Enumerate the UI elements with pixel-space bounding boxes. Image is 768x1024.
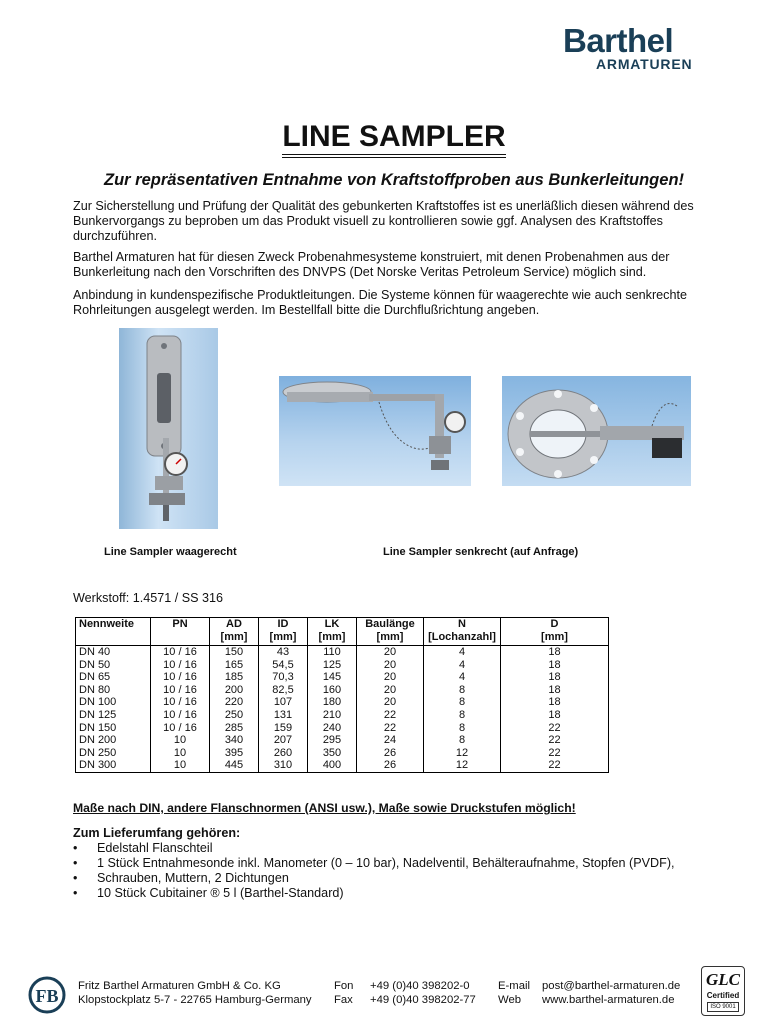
table-cell: 110 (308, 646, 357, 659)
table-cell: DN 50 (76, 659, 151, 672)
brand-logo-subtitle: ARMATUREN (596, 56, 693, 72)
footer-web-label: Web (498, 994, 522, 1006)
table-cell: 26 (357, 759, 424, 772)
spec-table (75, 617, 609, 773)
fb-logo (28, 976, 66, 1014)
table-cell: DN 40 (76, 646, 151, 659)
table-cell: 54,5 (259, 659, 308, 672)
spec-table-body (76, 646, 609, 773)
intro-paragraph: Zur Sicherstellung und Prüfung der Qualität des gebunkerten Kraftstoffes ist es unerläßlich diesen während des Bunkervorgangs zu beproben um das Produkt visuell zu kontrollieren sowie ggf. Analysen des Kraftstoffes durchzuführen. (73, 199, 694, 243)
table-cell: 200 (210, 684, 259, 697)
line-sampler-vertical-side-image (279, 376, 471, 486)
table-cell: 22 (501, 747, 609, 760)
table-row (76, 759, 609, 772)
table-cell: 150 (210, 646, 259, 659)
th-label: Baulänge (365, 618, 415, 630)
table-cell: 4 (424, 659, 501, 672)
table-cell: 18 (501, 709, 609, 722)
table-cell: 159 (259, 722, 308, 735)
table-cell: 18 (501, 684, 609, 697)
table-cell: DN 200 (76, 734, 151, 747)
line-sampler-vertical-front-image (502, 376, 691, 486)
th-label: N (458, 618, 466, 630)
table-row (76, 646, 609, 659)
table-cell: 250 (210, 709, 259, 722)
th-unit: [mm] (269, 630, 297, 643)
table-cell: 400 (308, 759, 357, 772)
fb-logo-mark (28, 976, 66, 1014)
table-cell: DN 150 (76, 722, 151, 735)
th-unit: [mm] (220, 630, 248, 643)
footer-phone-label: Fon (334, 980, 354, 992)
table-row (76, 671, 609, 684)
table-row (76, 709, 609, 722)
table-cell: 8 (424, 734, 501, 747)
th-unit: [mm] (541, 630, 568, 643)
scope-list (73, 841, 675, 901)
scope-item: • 10 Stück Cubitainer ® 5 l (Barthel-Standard) (73, 886, 675, 901)
scope-item: • 1 Stück Entnahmesonde inkl. Manometer (0 – 10 bar), Nadelventil, Behälteraufnahme, Stopfen (PVDF), (73, 856, 675, 871)
table-cell: 26 (357, 747, 424, 760)
fb-logo-text: FB (35, 986, 59, 1006)
table-cell: 10 / 16 (151, 684, 210, 697)
table-cell: 24 (357, 734, 424, 747)
th-pn (151, 618, 210, 646)
table-cell: 22 (357, 722, 424, 735)
th-label: PN (172, 618, 188, 630)
table-cell: 220 (210, 696, 259, 709)
caption-vertical: Line Sampler senkrecht (auf Anfrage) (383, 546, 579, 558)
th-unit: [Lochanzahl] (428, 630, 496, 643)
table-cell: 131 (259, 709, 308, 722)
th-unit: [mm] (376, 630, 404, 643)
photo-line-sampler-vertical-side (279, 376, 471, 486)
th-label: ID (277, 618, 289, 630)
table-cell: 210 (308, 709, 357, 722)
th-unit: [mm] (318, 630, 346, 643)
table-cell: 260 (259, 747, 308, 760)
th-n (424, 618, 501, 646)
table-row (76, 659, 609, 672)
table-cell: 10 / 16 (151, 659, 210, 672)
table-cell: 285 (210, 722, 259, 735)
table-cell: 20 (357, 646, 424, 659)
footer-fax-label: Fax (334, 994, 353, 1006)
glc-badge-main: GLC (706, 970, 740, 989)
connection-paragraph: Anbindung in kundenspezifische Produktleitungen. Die Systeme können für waagerechte wie auch senkrechte Rohrleitungen ausgelegt werden. Im Bestellfall bitte die Durchflußrichtung angeben. (73, 288, 687, 317)
table-cell: 18 (501, 646, 609, 659)
table-cell: 185 (210, 671, 259, 684)
table-cell: 8 (424, 696, 501, 709)
page-title-text: LINE SAMPLER (282, 120, 505, 158)
table-cell: 10 (151, 747, 210, 760)
table-cell: DN 250 (76, 747, 151, 760)
table-cell: 10 (151, 734, 210, 747)
glc-badge-sub: Certified (706, 991, 740, 1000)
table-cell: 180 (308, 696, 357, 709)
table-row (76, 747, 609, 760)
table-cell: 22 (501, 722, 609, 735)
table-cell: 8 (424, 684, 501, 697)
brand-logo: Barthel (563, 22, 674, 59)
table-cell: 20 (357, 659, 424, 672)
table-cell: 20 (357, 696, 424, 709)
th-lk (308, 618, 357, 646)
table-cell: 310 (259, 759, 308, 772)
table-cell: 18 (501, 659, 609, 672)
table-cell: 8 (424, 722, 501, 735)
table-cell: 395 (210, 747, 259, 760)
table-cell: 8 (424, 709, 501, 722)
table-cell: 240 (308, 722, 357, 735)
th-label: D (550, 618, 559, 630)
footer-phone: +49 (0)40 398202-0 (370, 980, 470, 992)
th-label: Nennweite (79, 618, 135, 630)
table-cell: DN 65 (76, 671, 151, 684)
scope-item: • Edelstahl Flanschteil (73, 841, 675, 856)
table-cell: 207 (259, 734, 308, 747)
page-title (0, 120, 768, 154)
table-cell: 82,5 (259, 684, 308, 697)
glc-certified-badge (701, 966, 745, 1016)
table-header-row (76, 618, 609, 646)
table-row (76, 722, 609, 735)
table-cell: 445 (210, 759, 259, 772)
page-subtitle: Zur repräsentativen Entnahme von Kraftstoffproben aus Bunkerleitungen! (103, 171, 685, 189)
table-cell: 10 / 16 (151, 696, 210, 709)
din-note: Maße nach DIN, andere Flanschnormen (ANSI usw.), Maße sowie Druckstufen möglich! (73, 801, 576, 815)
table-cell: 4 (424, 646, 501, 659)
table-cell: 350 (308, 747, 357, 760)
table-cell: 160 (308, 684, 357, 697)
table-cell: DN 100 (76, 696, 151, 709)
table-cell: 22 (357, 709, 424, 722)
table-cell: 10 / 16 (151, 646, 210, 659)
table-cell: 125 (308, 659, 357, 672)
th-baulaenge (357, 618, 424, 646)
footer-fax: +49 (0)40 398202-77 (370, 994, 476, 1006)
line-sampler-horizontal-image (119, 328, 218, 529)
table-cell: DN 300 (76, 759, 151, 772)
table-row (76, 734, 609, 747)
th-label: AD (226, 618, 242, 630)
table-cell: 22 (501, 759, 609, 772)
photo-line-sampler-horizontal (119, 328, 218, 529)
table-cell: 18 (501, 671, 609, 684)
table-cell: 43 (259, 646, 308, 659)
th-label: LK (324, 618, 340, 630)
table-cell: 12 (424, 747, 501, 760)
table-cell: 4 (424, 671, 501, 684)
table-cell: 10 (151, 759, 210, 772)
table-cell: 165 (210, 659, 259, 672)
table-cell: 340 (210, 734, 259, 747)
footer-company: Fritz Barthel Armaturen GmbH & Co. KG (78, 980, 281, 992)
table-cell: 10 / 16 (151, 722, 210, 735)
th-id (259, 618, 308, 646)
photo-line-sampler-vertical-front (502, 376, 691, 486)
footer-address: Klopstockplatz 5-7 - 22765 Hamburg-Germany (78, 994, 312, 1006)
table-cell: 70,3 (259, 671, 308, 684)
table-row (76, 696, 609, 709)
footer-web[interactable]: www.barthel-armaturen.de (542, 994, 675, 1006)
th-nennweite (76, 618, 151, 646)
table-cell: 12 (424, 759, 501, 772)
table-cell: 20 (357, 684, 424, 697)
table-cell: 18 (501, 696, 609, 709)
table-cell: 10 / 16 (151, 671, 210, 684)
caption-horizontal: Line Sampler waagerecht (104, 546, 237, 558)
table-row (76, 684, 609, 697)
footer-email[interactable]: post@barthel-armaturen.de (542, 980, 681, 992)
table-cell: 295 (308, 734, 357, 747)
table-cell: DN 80 (76, 684, 151, 697)
scope-item: • Schrauben, Muttern, 2 Dichtungen (73, 871, 675, 886)
table-cell: 107 (259, 696, 308, 709)
table-cell: 10 / 16 (151, 709, 210, 722)
purpose-paragraph: Barthel Armaturen hat für diesen Zweck Probenahmesysteme konstruiert, mit denen Probenahmen aus der Bunkerleitung nach den Vorschriften des DNVPS (Det Norske Veritas Petroleum Service) möglich sind. (73, 250, 670, 279)
table-cell: 22 (501, 734, 609, 747)
th-ad (210, 618, 259, 646)
glc-badge-code: ISO 9001 (707, 1002, 739, 1012)
footer-email-label: E-mail (498, 980, 531, 992)
material-spec: Werkstoff: 1.4571 / SS 316 (73, 591, 224, 605)
table-cell: DN 125 (76, 709, 151, 722)
th-d (501, 618, 609, 646)
scope-title: Zum Lieferumfang gehören: (73, 826, 241, 840)
table-cell: 20 (357, 671, 424, 684)
table-cell: 145 (308, 671, 357, 684)
